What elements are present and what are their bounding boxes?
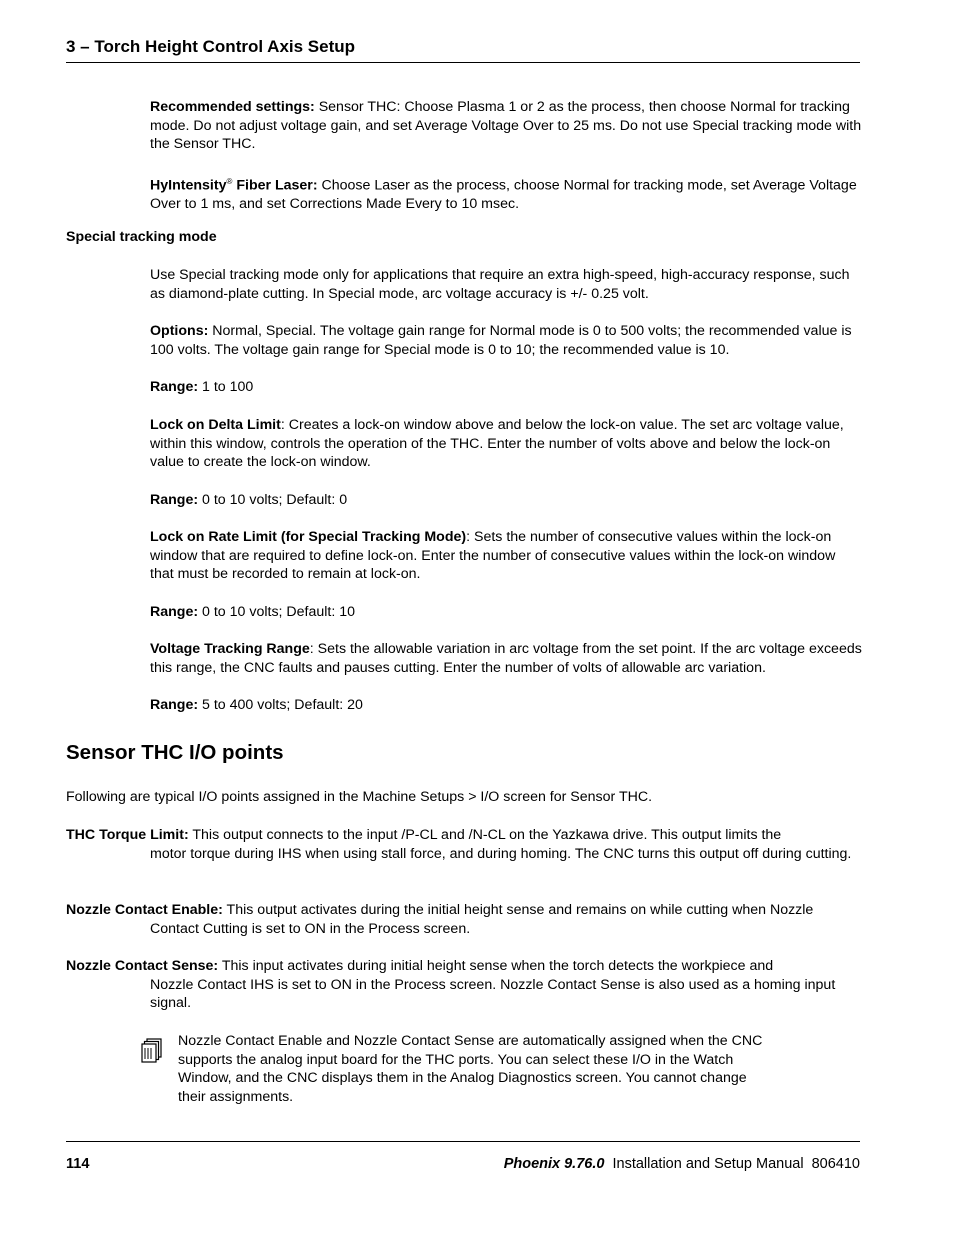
range-text: 1 to 100: [198, 379, 254, 395]
section-title: Sensor THC I/O points: [66, 741, 284, 764]
voltage-tracking-label: Voltage Tracking Range: [150, 641, 310, 657]
range-label: Range:: [150, 492, 199, 508]
hyintensity-text: Choose Laser as the process, choose Normal for tracking mode, set Average Voltage Over to 1 ms, and set Corrections Made Every to 10 msec.: [150, 177, 857, 213]
range-label: Range:: [150, 604, 199, 620]
footer-manual-info: [504, 1156, 860, 1172]
torque-line-1: This output connects to the input /P-CL and /N-CL on the Yazkawa drive. This output limits the: [188, 827, 782, 843]
voltage-tracking-paragraph: [150, 640, 862, 677]
chapter-header: 3 – Torch Height Control Axis Setup: [66, 37, 356, 56]
range-label: Range:: [150, 379, 199, 395]
hyintensity-paragraph: [150, 173, 862, 214]
range-text: 5 to 400 volts; Default: 20: [198, 697, 363, 713]
options-label: Options:: [150, 323, 209, 339]
recommended-label: Recommended settings:: [150, 99, 315, 115]
note-text: Nozzle Contact Enable and Nozzle Contact Sense are automatically assigned when the CNC supports the analog input board for the THC ports. You can select these I/O in the Watch Window, and the CNC displays them in the Analog Diagnostics screen. You cannot change their assignments.: [178, 1033, 763, 1105]
special-tracking-heading: Special tracking mode: [66, 229, 217, 245]
lock-rate-label: Lock on Rate Limit (for Special Tracking Mode): [150, 529, 467, 545]
sense-line-1: This input activates during initial height sense when the torch detects the workpiece and: [218, 958, 774, 974]
thc-torque-limit-item: [66, 826, 862, 863]
enable-line-1: This output activates during the initial height sense and remains on while cutting when Nozzle: [222, 902, 814, 918]
footer-rule: [66, 1141, 860, 1142]
io-intro-paragraph: Following are typical I/O points assigned in the Machine Setups > I/O screen for Sensor THC.: [66, 789, 653, 805]
header-rule: [66, 62, 860, 63]
voltage-tracking-text: : Sets the allowable variation in arc voltage from the set point. If the arc voltage exceeds this range, the CNC faults and pauses cutting. Enter the number of volts of allowable arc variation.: [150, 641, 862, 676]
range-label: Range:: [150, 697, 199, 713]
lock-rate-paragraph: [150, 528, 862, 584]
lock-delta-paragraph: [150, 416, 862, 472]
lock-delta-text: : Creates a lock-on window above and below the lock-on value. The set arc voltage value, within this window, controls the operation of the THC. Enter the number of volts above and below the lock-on value to create the lock-on window.: [150, 417, 844, 471]
lock-rate-text: : Sets the number of consecutive values within the lock-on window that are required to define lock-on. Enter the number of consecutive values within the lock-on window that must be recorded to remain at lock-on.: [150, 529, 836, 583]
product-name: Phoenix 9.76.0: [503, 1156, 605, 1172]
torque-label: THC Torque Limit:: [66, 827, 189, 843]
note-pages-icon: [141, 1038, 163, 1064]
range-paragraph-1: [150, 378, 862, 397]
torque-continuation: motor torque during IHS when using stall force, and during homing. The CNC turns this output off during cutting.: [150, 845, 852, 862]
page-number: 114: [66, 1156, 90, 1172]
hyintensity-label: HyIntensity: [150, 177, 227, 194]
recommended-settings-paragraph: [150, 98, 862, 154]
fiber-laser-label: Fiber Laser:: [232, 177, 318, 194]
enable-label: Nozzle Contact Enable:: [66, 902, 223, 918]
range-text: 0 to 10 volts; Default: 0: [198, 492, 348, 508]
special-intro-paragraph: Use Special tracking mode only for applications that require an extra high-speed, high-accuracy response, such as diamond-plate cutting. In Special mode, arc voltage accuracy is +/- 0.25 volt.: [150, 267, 850, 302]
sense-continuation: Nozzle Contact IHS is set to ON in the Process screen. Nozzle Contact Sense is also used as a homing input signal.: [150, 976, 836, 1012]
nozzle-contact-enable-item: [66, 901, 862, 938]
lock-delta-label: Lock on Delta Limit: [150, 417, 281, 433]
sense-label: Nozzle Contact Sense:: [66, 958, 219, 974]
range-paragraph-3: [150, 603, 862, 622]
options-paragraph: [150, 322, 862, 359]
range-text: 0 to 10 volts; Default: 10: [198, 604, 356, 620]
range-paragraph-2: [150, 491, 862, 510]
range-paragraph-4: [150, 696, 862, 715]
registered-mark: ®: [226, 177, 233, 186]
recommended-text: Sensor THC: Choose Plasma 1 or 2 as the process, then choose Normal for tracking mode. Do not adjust voltage gain, and set Average Voltage Over to 25 ms. Do not use Special tracking mode with the Sensor THC.: [150, 99, 862, 153]
manual-title: Installation and Setup Manual 806410: [604, 1156, 860, 1172]
options-text: Normal, Special. The voltage gain range for Normal mode is 0 to 500 volts; the recommended value is 100 volts. The voltage gain range for Special mode is 0 to 10; the recommended value is 10.: [150, 323, 852, 358]
nozzle-contact-sense-item: [66, 957, 862, 1013]
enable-continuation: Contact Cutting is set to ON in the Process screen.: [150, 920, 471, 937]
